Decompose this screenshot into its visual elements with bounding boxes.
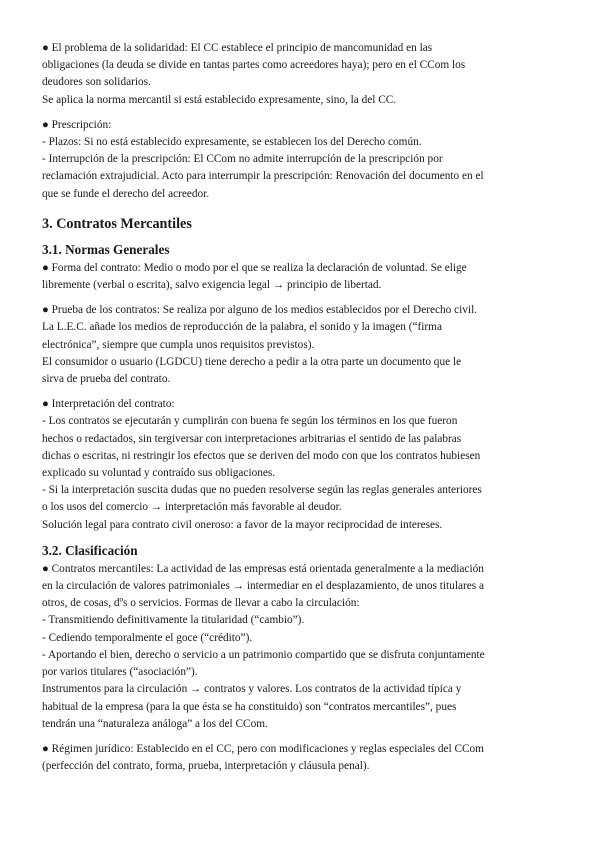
text-line: Se aplica la norma mercantil si está establecido expresamente, sino, la del CC. (42, 93, 397, 106)
text-line: ● Prescripción: (42, 118, 112, 131)
subsection-title-normas-generales: 3.1. Normas Generales (42, 241, 170, 257)
text-line: reclamación extrajudicial. Acto para interrumpir la prescripción: Renovación del documento en el (42, 170, 484, 183)
text-line: Solución legal para contrato civil oneroso: a favor de la mayor reciprocidad de intereses. (42, 518, 443, 531)
text-line: ● Régimen jurídico: Establecido en el CC, pero con modificaciones y reglas especiales del CCom (42, 742, 484, 755)
text-line: - Cediendo temporalmente el goce (“crédito”). (42, 631, 253, 644)
text-line: - Transmitiendo definitivamente la titularidad (“cambio”). (42, 614, 305, 627)
text-line: tendrán una “naturaleza análoga” a los del CCom. (42, 717, 268, 730)
text-line: deudores son solidarios. (42, 76, 151, 89)
text-line: ● Forma del contrato: Medio o modo por el que se realiza la declaración de voluntad. Se elige (42, 261, 467, 274)
text-line: Instrumentos para la circulación → contratos y valores. Los contratos de la actividad típica y (42, 683, 462, 696)
text-line: que se funde el derecho del acreedor. (42, 187, 210, 200)
text-line: otros, de cosas, dºs o servicios. Formas de llevar a cabo la circulación: (42, 597, 360, 610)
text-line: dichas o escritas, ni restringir los efectos que se deriven del modo con que los contratos hubiesen (42, 449, 481, 462)
text-line: - Los contratos se ejecutarán y cumplirán con buena fe según los términos en los que fueron (42, 415, 458, 428)
text-line: en la circulación de valores patrimoniales → intermediar en el desplazamiento, de unos titulares a (42, 580, 484, 593)
paragraph-prescripcion (42, 117, 560, 203)
text-line: La L.E.C. añade los medios de reproducción de la palabra, el sonido y la imagen (“firma (42, 321, 442, 334)
text-line: ● Interpretación del contrato: (42, 398, 175, 411)
text-line: explicado su voluntad y contraído sus obligaciones. (42, 467, 276, 480)
text-line: obligaciones (la deuda se divide en tantas partes como acreedores haya); pero en el CCom los (42, 59, 466, 72)
text-line: habitual de la empresa (para la que ésta se ha constituido) son “contratos mercantiles”, pues (42, 700, 457, 713)
text-line: electrónica”, siempre que cumpla unos requisitos previstos). (42, 338, 315, 351)
text-line: - Aportando el bien, derecho o servicio a un patrimonio compartido que se disfruta conjuntamente (42, 648, 485, 661)
text-line: ● Prueba de los contratos: Se realiza por alguno de los medios establecidos por el Derecho civil. (42, 304, 478, 317)
text-line: ● Contratos mercantiles: La actividad de las empresas está orientada generalmente a la mediación (42, 562, 484, 575)
paragraph-prueba-contratos (42, 302, 560, 388)
text-line: El consumidor o usuario (LGDCU) tiene derecho a pedir a la otra parte un documento que le (42, 355, 462, 368)
subsection-title-clasificacion: 3.2. Clasificación (42, 542, 138, 558)
text-line: libremente (verbal o escrita), salvo exigencia legal → principio de libertad. (42, 279, 382, 292)
text-line: - Plazos: Si no está establecido expresamente, se establecen los del Derecho común. (42, 136, 422, 149)
text-line: ● El problema de la solidaridad: El CC establece el principio de mancomunidad en las (42, 42, 433, 54)
paragraph-solidaridad (42, 40, 560, 109)
text-line: (perfección del contrato, forma, prueba, interpretación y cláusula penal). (42, 760, 370, 773)
text-line: por varios titulares (“asociación”). (42, 666, 198, 679)
text-line: o los usos del comercio → interpretación más favorable al deudor. (42, 501, 342, 514)
paragraph-regimen-juridico (42, 741, 560, 775)
section-title-contratos-mercantiles: 3. Contratos Mercantiles (42, 215, 192, 232)
paragraph-interpretacion-contrato (42, 396, 560, 534)
text-line: - Interrupción de la prescripción: El CCom no admite interrupción de la prescripción por (42, 153, 443, 166)
paragraph-contratos-mercantiles (42, 561, 560, 733)
text-line: - Si la interpretación suscita dudas que no pueden resolverse según las reglas generales anteriores (42, 484, 482, 497)
paragraph-forma-contrato (42, 260, 560, 294)
text-line: sirva de prueba del contrato. (42, 373, 171, 386)
text-line: hechos o redactados, sin tergiversar con interpretaciones arbitrarias el sentido de las palabras (42, 432, 462, 445)
